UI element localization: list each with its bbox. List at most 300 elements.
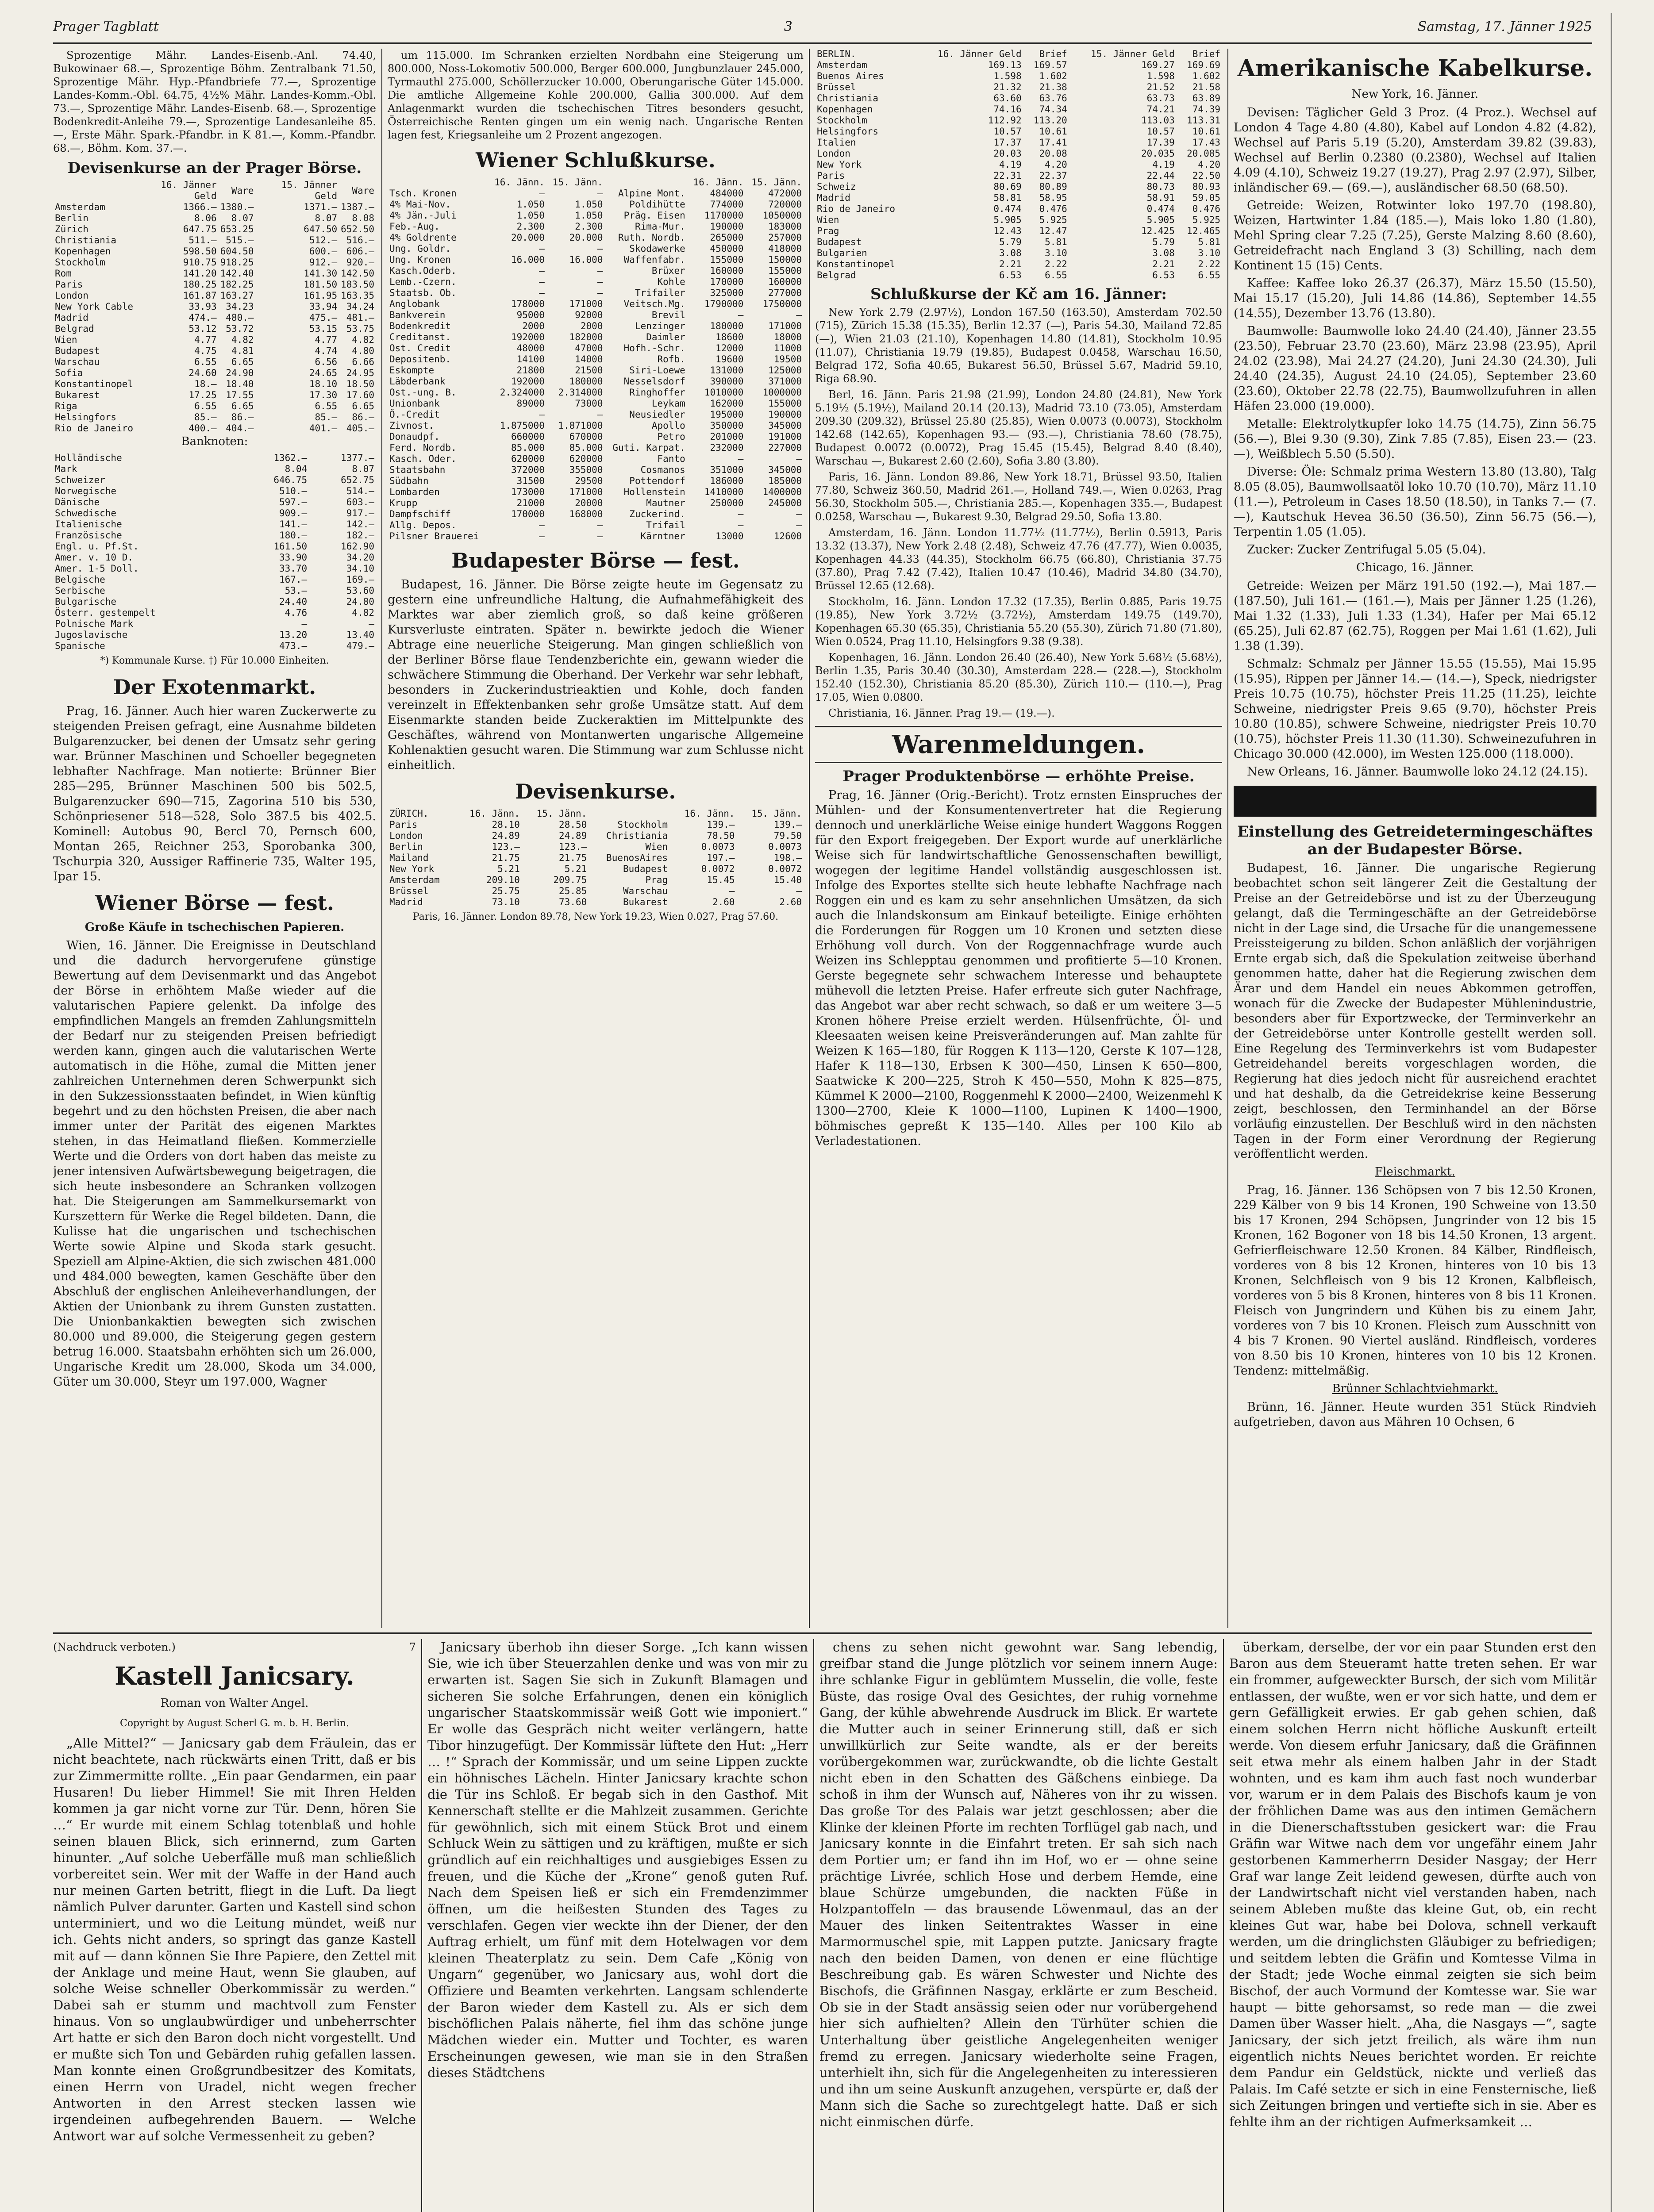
table-cell: 80.69 bbox=[993, 181, 1022, 192]
table-row bbox=[815, 126, 1222, 137]
table-cell: Guti. Karpat. bbox=[612, 442, 685, 453]
table-cell: 169.— bbox=[346, 574, 374, 585]
table-cell: 3.08 bbox=[1152, 248, 1175, 258]
table-cell: 2.21 bbox=[999, 259, 1022, 269]
table-cell: 18.— bbox=[194, 379, 217, 389]
table-cell: 73.60 bbox=[559, 897, 587, 907]
table-cell: Budapest bbox=[623, 864, 668, 874]
table-cell: 155000 bbox=[710, 254, 744, 265]
header-rule bbox=[53, 42, 1592, 44]
table-cell: — bbox=[796, 509, 802, 519]
table-cell: 18.10 bbox=[309, 379, 338, 389]
table-cell: 142.40 bbox=[220, 268, 254, 279]
table-cell: 2000 bbox=[522, 321, 545, 331]
viehmarkt-title: Brünner Schlachtviehmarkt. bbox=[1332, 1382, 1498, 1395]
table-cell: Ö.-Credit bbox=[389, 409, 440, 420]
table-cell: 33.94 bbox=[309, 301, 338, 312]
table-row bbox=[53, 357, 376, 368]
novel-title: Kastell Janicsary. bbox=[115, 1662, 354, 1691]
table-cell: 2.300 bbox=[516, 221, 545, 232]
table-cell: — bbox=[539, 265, 545, 276]
table-cell: 473.— bbox=[279, 641, 308, 651]
table-cell: London bbox=[55, 290, 88, 301]
table-row bbox=[388, 254, 804, 265]
fleisch-text: Prag, 16. Jänner. 136 Schöpsen von 7 bis 12.50 Kronen, 229 Kälber von 9 bis 14 Kronen, 190 Schweine von 13.50 bis 17 Kronen, 294 Schöpsen, Jungrinder von 12 bis 15 Kronen, 162 Bogoner von 18 bis 14.50 Kronen, 13 argent. Gefrierfleischware 12.50 Kronen. 84 Kälber, Rindfleisch, vorderes von 8 bis 12 Kronen, hinteres von 10 bis 13 Kronen, Selchfleisch von 9 bis 12 Kronen, Kalbfleisch, vorderes von 5 bis 8 Kronen, hinteres von 8 bis 11 Kronen. Fleisch von Jungrindern und Kühen bis zu einem Jahr, vorderes von 7 bis 10 Kronen. Fleisch zum Ausschnitt von 4 bis 7 Kronen. 90 Viertel ausländ. Rindfleisch, vorderes von 8.50 bis 10 Kronen, hinteres von 10 bis 12 Kronen. Tendenz: mittelmäßig. bbox=[1234, 1183, 1596, 1378]
table-cell: 161.50 bbox=[273, 541, 308, 552]
table-cell: 372000 bbox=[511, 465, 545, 475]
table-cell: 227000 bbox=[768, 442, 802, 453]
table-cell: 21000 bbox=[516, 498, 545, 508]
table-cell: 603.— bbox=[346, 497, 374, 507]
table-row bbox=[388, 819, 804, 830]
table-cell: 1750000 bbox=[762, 299, 802, 309]
table-cell: 168000 bbox=[569, 509, 603, 519]
table-cell: Bodenkredit bbox=[389, 321, 451, 331]
table-cell: Christiania bbox=[55, 235, 117, 246]
table-header-cell: 15. Jänn. bbox=[751, 808, 802, 819]
table-cell: — bbox=[796, 520, 802, 530]
table-row bbox=[815, 215, 1222, 226]
table-cell: 3.10 bbox=[1198, 248, 1220, 258]
table-cell: 5.79 bbox=[1152, 237, 1175, 247]
table-row bbox=[388, 498, 804, 509]
table-cell: 0.0072 bbox=[701, 864, 735, 874]
table-cell: 10.57 bbox=[993, 126, 1022, 137]
table-header-cell: Ware bbox=[352, 185, 374, 196]
table-cell: 155000 bbox=[768, 398, 802, 409]
column-divider bbox=[381, 49, 382, 1628]
table-row bbox=[815, 60, 1222, 71]
novel-text-4: überkam, derselbe, der vor ein paar Stunden erst den Baron aus dem Steueramt hatte treten sehen. Er war ein frommer, aufgeweckter Bursch, der sich vom Militär entlassen, der wußte, wen er vor sich hatte, und dem er gern Gefälligkeit erwies. Er gab gehen schien, daß einem solchen Herrn nicht höfliche Auskunft erteilt werde. Von diesem erfuhr Janicsary, daß die Gräfinnen seit etwa mehr als einem halben Jahr in der Stadt wohnten, und es kam ihm auch fast noch wunderbar vor, warum er in dem Palais des Bischofs kaum je von der fröhlichen Dame was aus den intimen Gemächern in die Dienerschaftsstuben gesickert war: die Frau Gräfin war Witwe nach dem vor ungefähr einem Jahr gestorbenen Kammerherrn Desider Nasgay; der Herr Graf war lange Zeit leidend gewesen, dürfte auch von der Landwirtschaft nicht viel verstanden haben, nach seinem Ableben mußte das kleine Gut, ob, ein recht kleines Gut war, habe bei Dolova, schnell verkauft werden, um die dringlichsten Gläubiger zu befriedigen; und seitdem lebten die Gräfin und Komtesse Vilma in der Stadt; jede Woche einmal zeigten sie sich beim Bischof, der auch Vormund der Komtesse war. Sie war haupt — bitte gehorsamst, so rede man — die zwei Damen über Wasser hielt. „Aha, die Nasgays —“, sagte Janicsary, der sich jetzt freilich, als wäre ihm nun eigentlich nichts Neues berichtet worden. Er reichte dem Pandur ein Geldstück, nickte und verließ das Palais. Im Café setzte er sich in eine Fensternische, ließ sich Zeitungen bringen und vertiefte sich in sie. Aber es fehlte ihm an der richtigen Aufmerksamkeit … bbox=[1229, 1640, 1596, 2129]
table-row bbox=[388, 232, 804, 243]
table-cell: 4.75 bbox=[194, 346, 217, 356]
table-row bbox=[53, 401, 376, 412]
table-cell: 12.47 bbox=[1039, 226, 1067, 236]
table-cell: 163.35 bbox=[341, 290, 374, 301]
table-cell: 22.31 bbox=[993, 170, 1022, 181]
table-cell: 232000 bbox=[710, 442, 744, 453]
table-row bbox=[388, 199, 804, 210]
table-cell: — bbox=[738, 520, 744, 530]
table-cell: 58.81 bbox=[993, 192, 1022, 203]
table-cell: Hollenstein bbox=[623, 487, 685, 497]
table-cell: 920.— bbox=[346, 257, 374, 268]
table-cell: 180000 bbox=[710, 321, 744, 331]
table-row bbox=[815, 104, 1222, 115]
table-row bbox=[388, 243, 804, 254]
table-cell: 2000 bbox=[580, 321, 603, 331]
table-cell: 1377.— bbox=[341, 453, 374, 463]
table-cell: Dampfschiff bbox=[389, 509, 451, 519]
table-header-cell: 16. Jänn. bbox=[693, 177, 744, 188]
table-cell: 2.22 bbox=[1045, 259, 1067, 269]
table-cell: Rom bbox=[55, 268, 72, 279]
table-cell: 85.— bbox=[315, 412, 338, 422]
table-cell: 171000 bbox=[569, 487, 603, 497]
table-cell: 182.— bbox=[346, 530, 374, 541]
table-cell: 1.050 bbox=[575, 199, 603, 210]
black-separator-bar bbox=[1234, 786, 1596, 817]
table-cell: 6.55 bbox=[1198, 270, 1220, 280]
table-cell: Mailand bbox=[389, 853, 429, 863]
table-cell: 371000 bbox=[768, 376, 802, 387]
table-cell: 4.19 bbox=[1152, 159, 1175, 170]
table-cell: 53.12 bbox=[188, 323, 217, 334]
table-row bbox=[53, 301, 376, 312]
table-row bbox=[53, 390, 376, 401]
table-cell: 58.95 bbox=[1039, 192, 1067, 203]
table-cell: — bbox=[796, 886, 802, 896]
table-cell: 912.— bbox=[309, 257, 338, 268]
table-cell: 12000 bbox=[715, 343, 744, 353]
table-row bbox=[53, 257, 376, 268]
table-cell: 5.21 bbox=[497, 864, 520, 874]
table-cell: — bbox=[301, 618, 308, 629]
kabel-title: Amerikanische Kabelkurse. bbox=[1237, 55, 1593, 82]
table-row bbox=[388, 830, 804, 841]
table-cell: 4% Mai-Nov. bbox=[389, 199, 451, 210]
table-header-cell: 16. Jänner Geld bbox=[161, 180, 217, 201]
table-cell: — bbox=[539, 520, 545, 530]
table-cell: 652.75 bbox=[341, 475, 374, 485]
table-cell: Warschau bbox=[55, 357, 100, 367]
table-cell: 8.07 bbox=[315, 213, 338, 223]
column-divider bbox=[421, 1639, 422, 2212]
table-cell: 5.905 bbox=[993, 215, 1022, 225]
table-cell: Brüxer bbox=[651, 265, 685, 276]
table-cell: 1.602 bbox=[1192, 71, 1220, 81]
table-row bbox=[53, 508, 376, 519]
novel-column-1 bbox=[53, 1639, 416, 2212]
table-cell: 169.69 bbox=[1187, 60, 1220, 70]
table-cell: 22.37 bbox=[1039, 170, 1067, 181]
table-cell: 14100 bbox=[516, 354, 545, 365]
table-cell: Apollo bbox=[651, 420, 685, 431]
table-row bbox=[388, 409, 804, 420]
table-cell: 78.50 bbox=[707, 830, 735, 841]
table-cell: Wien bbox=[645, 841, 668, 852]
table-cell: 150000 bbox=[768, 254, 802, 265]
table-cell: 73000 bbox=[575, 398, 603, 409]
table-cell: Rio de Janeiro bbox=[55, 423, 134, 434]
table-row bbox=[388, 487, 804, 498]
devisen2-title: Devisenkurse. bbox=[515, 780, 676, 803]
table-row bbox=[53, 530, 376, 541]
table-cell: Konstantinopel bbox=[817, 259, 896, 269]
table-row bbox=[388, 520, 804, 531]
table-cell: Feb.-Aug. bbox=[389, 221, 440, 232]
table-cell: Kärntner bbox=[640, 531, 685, 541]
table-cell: 58.91 bbox=[1146, 192, 1175, 203]
table-header-cell bbox=[388, 177, 488, 188]
table-cell: 0.474 bbox=[993, 204, 1022, 214]
table-cell: 15.45 bbox=[707, 875, 735, 885]
table-cell: 418000 bbox=[768, 243, 802, 254]
table-row bbox=[53, 379, 376, 390]
table-cell: Bukarest bbox=[623, 897, 668, 907]
column-divider bbox=[1223, 1639, 1224, 2212]
table-row bbox=[388, 354, 804, 365]
table-cell: Ruth. Nordb. bbox=[618, 232, 685, 243]
table-cell: Allg. Depos. bbox=[389, 520, 457, 530]
table-cell: 161.95 bbox=[304, 290, 338, 301]
table-cell: Kohle bbox=[657, 276, 685, 287]
table-header-cell: 16. Jänn. bbox=[494, 177, 545, 188]
table-cell: 18.50 bbox=[346, 379, 374, 389]
schmalz-text: Schmalz: Schmalz per Jänner 15.55 (15.55), Mai 15.95 (15.95), Rippen per Jänner 14.— (14.—), Speck, niedrigster Preis 10.75 (10.75), höchster Preis 11.25 (11.25), leichte Schweine, niedrigster Preis 9.65 (9.70), höchster Preis 10.80 (10.85), schwere Schweine, niedrigster Preis 10.70 (10.75), höchster Preis 11.30 (11.30). Schweinezufuhren in Chicago 30.000 (42.000), im Westen 125.000 (118.000). bbox=[1234, 657, 1596, 761]
table-row bbox=[53, 486, 376, 497]
table-cell: — bbox=[597, 265, 603, 276]
table-cell: Holländische bbox=[55, 453, 122, 463]
table-cell: Schweizer bbox=[55, 475, 105, 485]
table-cell: Poldihütte bbox=[629, 199, 685, 210]
devisen-title: Devisenkurse an der Prager Börse. bbox=[67, 159, 362, 177]
table-cell: Waffenfabr. bbox=[623, 254, 685, 265]
table-cell: 0.0072 bbox=[768, 864, 802, 874]
table-cell: 74.39 bbox=[1192, 104, 1220, 115]
table-header-cell bbox=[589, 808, 669, 819]
novel-notice-row bbox=[53, 1639, 416, 1655]
feuilleton-rule bbox=[53, 1632, 1592, 1634]
table-cell: 6.55 bbox=[1045, 270, 1067, 280]
table-cell: Hofh.-Schr. bbox=[623, 343, 685, 353]
table-cell: 4.19 bbox=[999, 159, 1022, 170]
table-cell: Zürich bbox=[55, 224, 88, 234]
table-cell: Depositenb. bbox=[389, 354, 451, 365]
table-cell: 141.20 bbox=[183, 268, 217, 279]
table-cell: 113.20 bbox=[1033, 115, 1067, 126]
table-cell: 33.90 bbox=[279, 552, 308, 563]
table-cell: 21800 bbox=[516, 365, 545, 376]
produkten-title: Prager Produktenbörse — erhöhte Preise. bbox=[842, 768, 1195, 785]
table-cell: 4.77 bbox=[194, 334, 217, 345]
table-row bbox=[53, 630, 376, 641]
table-cell: 24.60 bbox=[188, 368, 217, 378]
table-cell: 17.30 bbox=[309, 390, 338, 400]
table-cell: — bbox=[597, 188, 603, 199]
table-cell: 2.22 bbox=[1198, 259, 1220, 269]
table-cell: 180.— bbox=[279, 530, 308, 541]
table-cell: 19600 bbox=[715, 354, 744, 365]
table-cell: 1.050 bbox=[516, 199, 545, 210]
header-page-number: 3 bbox=[784, 19, 792, 35]
table-cell: 169.27 bbox=[1141, 60, 1175, 70]
table-cell: 2.314000 bbox=[558, 387, 603, 398]
table-cell: Italien bbox=[817, 137, 856, 148]
table-cell: Pottendorf bbox=[629, 476, 685, 486]
table-cell: 404.— bbox=[226, 423, 254, 434]
table-cell: 63.60 bbox=[993, 93, 1022, 104]
table-cell: Siri-Loewe bbox=[629, 365, 685, 376]
table-cell: Neusiedler bbox=[629, 409, 685, 420]
table-cell: Budapest bbox=[817, 237, 862, 247]
table-cell: 918.25 bbox=[220, 257, 254, 268]
table-cell: 12600 bbox=[773, 531, 802, 541]
table-row bbox=[53, 224, 376, 235]
table-cell: 59.05 bbox=[1192, 192, 1220, 203]
table-cell: 28.50 bbox=[559, 819, 587, 830]
table-cell: 74.21 bbox=[1146, 104, 1175, 115]
table-row bbox=[388, 853, 804, 864]
column-2 bbox=[388, 49, 804, 1628]
page-edge-rule bbox=[1611, 13, 1612, 2212]
devisen2-table bbox=[388, 808, 804, 908]
table-cell: Wien bbox=[55, 334, 77, 345]
table-cell: 620000 bbox=[511, 453, 545, 464]
table-header-cell: 15. Jänn. bbox=[751, 177, 802, 188]
table-header-cell: Brief bbox=[1039, 49, 1067, 59]
table-cell: 190000 bbox=[768, 409, 802, 420]
table-cell: 160000 bbox=[710, 265, 744, 276]
table-cell: Alpine Mont. bbox=[618, 188, 685, 199]
table-cell: Unionbank bbox=[389, 398, 440, 409]
table-cell: 15.40 bbox=[773, 875, 802, 885]
table-row bbox=[53, 202, 376, 213]
devisen-table bbox=[53, 180, 376, 434]
fleisch-title: Fleischmarkt. bbox=[1375, 1165, 1455, 1179]
table-cell: Christiania bbox=[817, 93, 879, 104]
table-row bbox=[53, 312, 376, 323]
diverse-text: Diverse: Öle: Schmalz prima Western 13.80 (13.80), Talg 8.05 (8.05), Baumwollsaatöl loko 10.70 (10.70), März 11.10 (11.—), Petroleum in Cases 18.50 (18.50), in Tanks 7.— (7.—), Kautschuk Hevea 36.50 (36.50), Zinn 56.75 (56.—), Terpentin 1.05 (1.05). bbox=[1234, 465, 1596, 539]
banknoten-table bbox=[53, 453, 376, 652]
table-cell: Cosmanos bbox=[640, 465, 685, 475]
table-cell: Amer. 1-5 Doll. bbox=[55, 563, 139, 574]
table-cell: 1010000 bbox=[704, 387, 744, 398]
table-cell: Konstantinopel bbox=[55, 379, 134, 389]
table-row bbox=[388, 420, 804, 431]
table-cell: 17.41 bbox=[1039, 137, 1067, 148]
table-cell: 484000 bbox=[710, 188, 744, 199]
table-cell: 161.87 bbox=[183, 290, 217, 301]
table-cell: 19500 bbox=[773, 354, 802, 365]
table-cell: 604.50 bbox=[220, 246, 254, 257]
table-cell: 8.06 bbox=[194, 213, 217, 223]
wiener-title: Wiener Börse — fest. bbox=[95, 891, 334, 915]
table-cell: 4.77 bbox=[315, 334, 338, 345]
table-cell: 167.— bbox=[279, 574, 308, 585]
table-cell: Trifailer bbox=[635, 288, 685, 298]
table-cell: 2.60 bbox=[779, 897, 802, 907]
table-cell: Ung. Kronen bbox=[389, 254, 451, 265]
table-cell: 34.20 bbox=[346, 552, 374, 563]
table-cell: 350000 bbox=[710, 420, 744, 431]
table-header-cell: 15. Jänner Geld bbox=[1091, 49, 1175, 59]
table-cell: 10.61 bbox=[1039, 126, 1067, 137]
table-header-cell: 15. Jänn. bbox=[536, 808, 587, 819]
table-cell: 265000 bbox=[710, 232, 744, 243]
table-cell: 355000 bbox=[569, 465, 603, 475]
table-cell: 4.82 bbox=[352, 607, 374, 618]
table-cell: 22.50 bbox=[1192, 170, 1220, 181]
table-cell: 21.75 bbox=[492, 853, 520, 863]
table-cell: 17.37 bbox=[993, 137, 1022, 148]
table-cell: 4.74 bbox=[315, 346, 338, 356]
table-row bbox=[53, 574, 376, 585]
table-cell: 191000 bbox=[768, 431, 802, 442]
table-cell: 774000 bbox=[710, 199, 744, 210]
zucker-text: Zucker: Zucker Zentrifugal 5.05 (5.04). bbox=[1247, 543, 1486, 557]
table-cell: 12.43 bbox=[993, 226, 1022, 236]
table-row bbox=[388, 221, 804, 232]
table-cell: 85.— bbox=[194, 412, 217, 422]
table-cell: 479.— bbox=[346, 641, 374, 651]
table-cell: 6.65 bbox=[231, 401, 254, 411]
table-cell: — bbox=[539, 243, 545, 254]
table-cell: 910.75 bbox=[183, 257, 217, 268]
table-cell: Bulgarien bbox=[817, 248, 867, 258]
table-cell: Polnische Mark bbox=[55, 618, 134, 629]
table-cell: 195000 bbox=[710, 409, 744, 420]
table-header-cell: 15. Jänn. bbox=[552, 177, 603, 188]
table-cell: 178000 bbox=[511, 299, 545, 309]
table-cell: 646.75 bbox=[273, 475, 308, 485]
table-cell: 514.— bbox=[346, 486, 374, 496]
table-cell: 257000 bbox=[768, 232, 802, 243]
table-cell: 1790000 bbox=[704, 299, 744, 309]
table-cell: 10.57 bbox=[1146, 126, 1175, 137]
table-row bbox=[53, 552, 376, 563]
table-cell: 390000 bbox=[710, 376, 744, 387]
table-cell: Norwegische bbox=[55, 486, 117, 496]
table-cell: Sofia bbox=[55, 368, 83, 378]
table-row bbox=[53, 641, 376, 652]
table-cell: 17.60 bbox=[346, 390, 374, 400]
table-cell: 182.25 bbox=[220, 279, 254, 290]
table-cell: 162.90 bbox=[341, 541, 374, 552]
table-row bbox=[53, 246, 376, 257]
table-cell: 85.000 bbox=[569, 442, 603, 453]
einstellung-title: Einstellung des Getreidetermingeschäftes an der Budapester Börse. bbox=[1237, 823, 1593, 858]
table-cell: 183000 bbox=[768, 221, 802, 232]
waren-title: Warenmeldungen. bbox=[815, 726, 1222, 763]
table-cell: 598.50 bbox=[183, 246, 217, 257]
table-cell: 17.25 bbox=[188, 390, 217, 400]
table-cell: 73.10 bbox=[492, 897, 520, 907]
table-cell: 401.— bbox=[309, 423, 338, 434]
table-cell: 1050000 bbox=[762, 210, 802, 221]
table-row bbox=[388, 310, 804, 321]
table-cell: 1.598 bbox=[993, 71, 1022, 81]
table-cell: 190000 bbox=[710, 221, 744, 232]
table-cell: 25.85 bbox=[559, 886, 587, 896]
table-cell: 24.80 bbox=[346, 596, 374, 607]
table-cell: 14000 bbox=[575, 354, 603, 365]
table-cell: 21.52 bbox=[1146, 82, 1175, 92]
table-cell: 34.23 bbox=[226, 301, 254, 312]
table-cell: 6.66 bbox=[352, 357, 374, 367]
table-cell: Petro bbox=[657, 431, 685, 442]
table-cell: 1.050 bbox=[575, 210, 603, 221]
table-cell: Ferd. Nordb. bbox=[389, 442, 457, 453]
table-cell: 25.75 bbox=[492, 886, 520, 896]
col2-top-text: um 115.000. Im Schranken erzielten Nordbahn eine Steigerung um 800.000, Noss-Lokomotiv 500.000, Berger 600.000, Jungbunzlauer 245.000, Tyrmauthl 275.000, Schöllerzucker 10.000, Oberungarische Güter 145.000. Die amtliche Allgemeine Kohle 200.000, Gallia 300.000. Auf dem Anlagenmarkt wurden die tschechischen Titres besonders gesucht, Österreichische Renten gingen um ein wenig nach. Ungarische Renten lagen fest, Kriegsanleihe um 2 Prozent angezogen. bbox=[388, 49, 804, 141]
table-cell: 16.000 bbox=[569, 254, 603, 265]
kopenhagen-text: Kopenhagen, 16. Jänn. London 26.40 (26.40), New York 5.68½ (5.68½), Berlin 1.35, Paris 30.40 (30.30), Amsterdam 228.— (228.—), Stockholm 152.40 (152.30), Christiania 85.20 (85.30), Zürich 110.— (110.—), Prag 17.05, Wien 0.0800. bbox=[815, 651, 1222, 703]
table-cell: 17.55 bbox=[226, 390, 254, 400]
table-cell: Französische bbox=[55, 530, 122, 541]
table-cell: 2.300 bbox=[575, 221, 603, 232]
exoten-text: Prag, 16. Jänner. Auch hier waren Zuckerwerte zu steigenden Preisen gefragt, eine Ausnahme bildeten Bulgarenzucker, bei denen der Umsatz sehr gering war. Brünner Maschinen und Schoeller begegneten lebhafter Nachfrage. Man notierte: Brünner Bier 285—295, Brünner Maschinen 500 bis 502.5, Bulgarenzucker 690—715, Zagorina 510 bis 530, Schönpriesener 518—528, Solo 387.5 bis 402.5. Kominell: Autobus 90, Bercl 70, Pernsch 600, Montan 265, Reichner 253, Sporobanka 300, Tschurpia 320, Aussiger Raffinerie 735, Walter 195, Ipar 15. bbox=[53, 704, 376, 883]
table-cell: — bbox=[539, 531, 545, 541]
table-cell: Trifail bbox=[646, 520, 685, 530]
budapest-text: Budapest, 16. Jänner. Die Börse zeigte heute im Gegensatz zu gestern eine unfreundliche Haltung, die Aufnahmefähigkeit des Marktes war aber ziemlich groß, so daß keine größeren Kursverluste eintraten. Später n. bewirkte jedoch die Wiener Abtrage eine neuerliche Steigerung. Man gingen schließlich von der Berliner Börse flaue Tendenzberichte ein, gewann wieder die schwächere Stimmung die Oberhand. Der Verkehr war sehr lebhaft, besonders in Zuckerindustrieaktien und Kohle, doch fanden vereinzelt in Effektenbanken sehr große Umsätze statt. Auf dem Eisenmarkte standen beide Zuckeraktien im Mittelpunkte des Geschäftes, während von Montanwerten ungarische Allgemeine Kohlenaktien gesucht waren. Die Stimmung war zum Schlusse nicht einheitlich. bbox=[388, 578, 804, 772]
table-cell: 400.— bbox=[188, 423, 217, 434]
table-cell: Paris bbox=[55, 279, 83, 290]
table-cell: — bbox=[597, 276, 603, 287]
table-cell: 24.95 bbox=[346, 368, 374, 378]
table-cell: Mautner bbox=[646, 498, 685, 508]
table-cell: 474.— bbox=[188, 312, 217, 323]
